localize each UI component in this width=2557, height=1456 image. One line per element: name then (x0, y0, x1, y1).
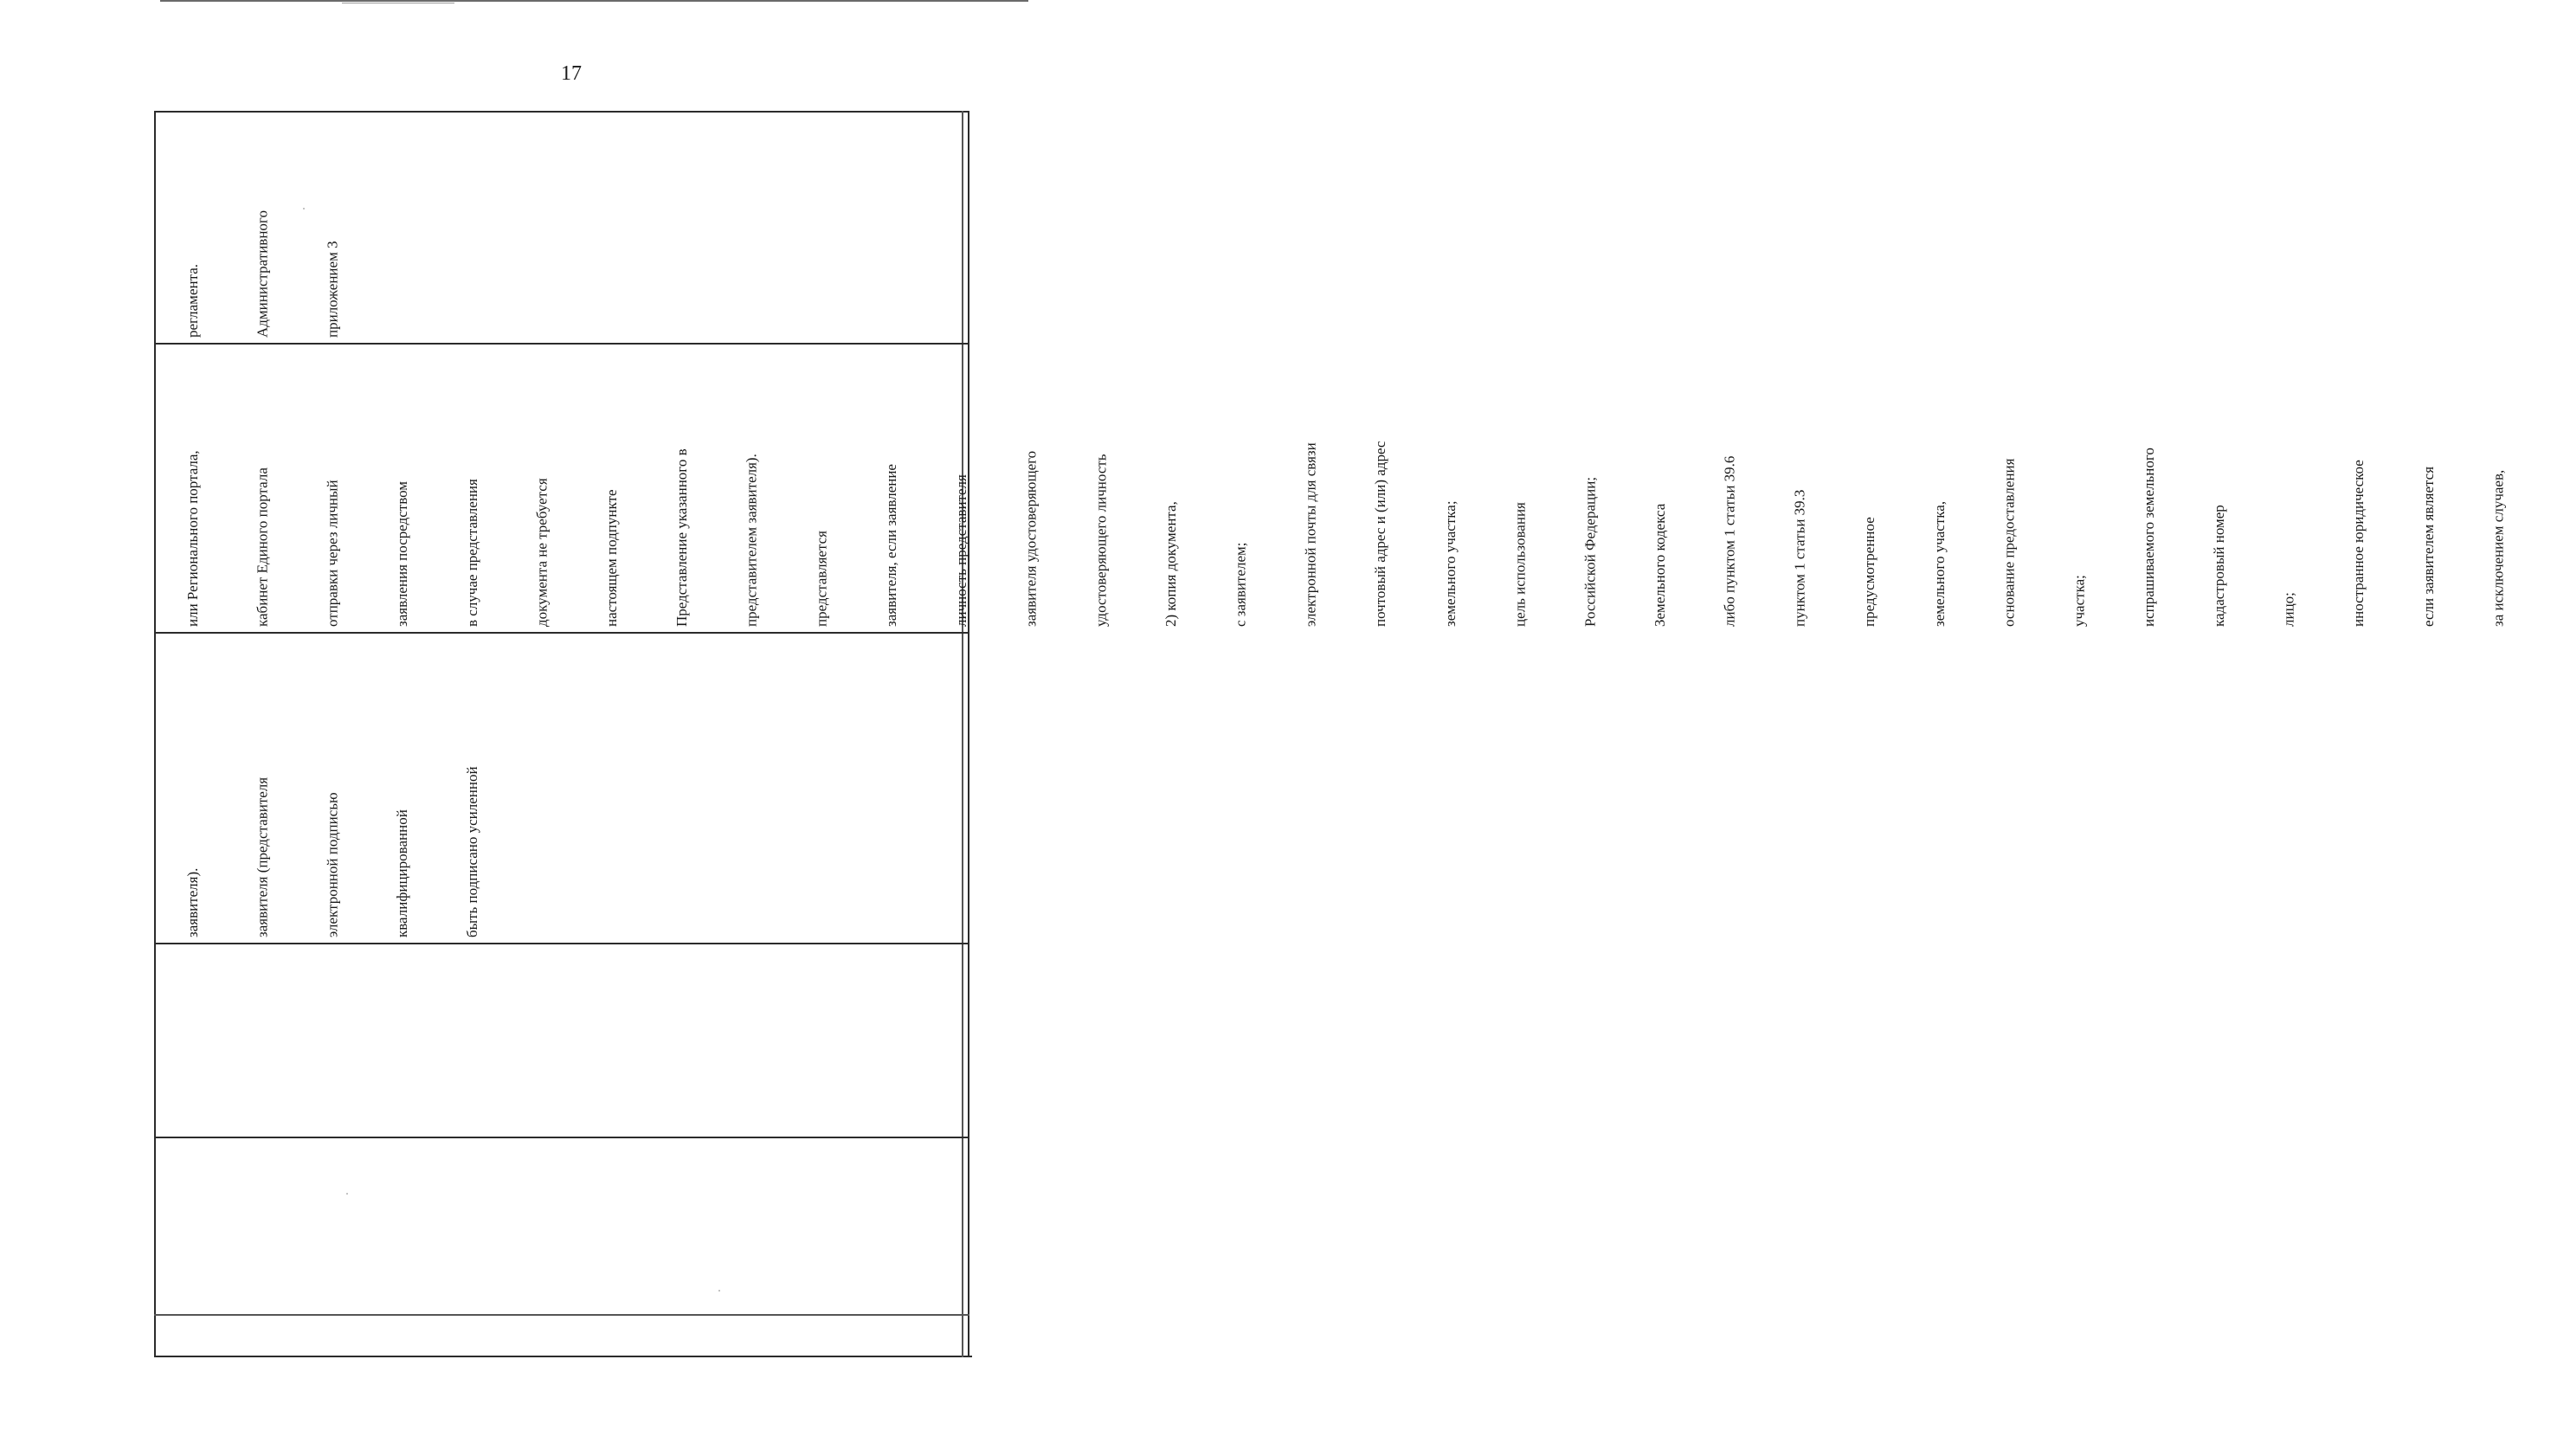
text-line: заявления посредством (394, 480, 411, 627)
table-border-bottom (154, 1356, 972, 1357)
cell-text-column-3 (158, 641, 531, 937)
page-number: 17 (561, 62, 582, 85)
text-line: кадастровый номер (2210, 505, 2227, 627)
text-line: участка; (2071, 575, 2088, 627)
text-line: Земельного кодекса (1652, 503, 1668, 627)
text-line: приложением 3 (324, 241, 341, 338)
text-line: в случае представления (463, 479, 480, 627)
column-divider-2 (154, 632, 969, 634)
text-line: личность представителя (952, 474, 969, 627)
text-line: иностранное юридическое (2350, 460, 2367, 627)
text-line: основание предоставления (2000, 458, 2018, 627)
text-line: лицо; (2280, 592, 2297, 627)
text-line: настоящем подпункте (603, 489, 621, 627)
text-line: отправки через личный (324, 480, 341, 627)
text-line: за исключением случаев, (2489, 469, 2507, 627)
text-line: земельного участка, (1930, 500, 1948, 627)
text-line: представителем заявителя). (743, 454, 760, 627)
column-divider-5 (154, 1314, 969, 1316)
table-border-top (154, 111, 969, 113)
scan-edge-line (160, 0, 1028, 2)
text-line: Представление указанного в (673, 448, 690, 627)
text-line: либо пунктом 1 статьи 39.6 (1721, 455, 1738, 627)
text-line: электронной почты для связи (1302, 442, 1319, 627)
text-line: предусмотренное (1861, 517, 1878, 627)
table-border-left (154, 111, 156, 1357)
text-line: быть подписано усиленной (463, 766, 480, 937)
text-line: с заявителем; (1232, 542, 1249, 627)
column-divider-4 (154, 1137, 969, 1138)
text-line: испрашиваемого земельного (2141, 448, 2158, 627)
text-line: кабинет Единого портала (254, 467, 271, 627)
text-line: документа не требуется (533, 478, 551, 627)
scan-speck (346, 1193, 348, 1195)
text-line: Административного (254, 210, 271, 338)
text-line: заявителя удостоверяющего (1022, 450, 1040, 627)
text-line: квалифицированной (394, 809, 411, 937)
cell-text-column-4 (158, 275, 2557, 627)
text-line: заявителя). (184, 867, 201, 937)
scan-speck (718, 1290, 720, 1292)
text-line: удостоверяющего личность (1092, 454, 1110, 627)
text-line: электронной подписью (324, 792, 341, 937)
text-line: регламента. (184, 263, 201, 338)
column-divider-3 (154, 943, 969, 944)
text-line: или Регионального портала, (184, 450, 201, 627)
text-line: заявителя (представителя (254, 776, 271, 937)
text-line: почтовый адрес и (или) адрес (1372, 441, 1389, 627)
text-line: заявителя, если заявление (883, 464, 900, 627)
text-line: цель использования (1511, 502, 1529, 627)
text-line: пунктом 1 статьи 39.3 (1791, 489, 1808, 627)
text-line: Российской Федерации; (1581, 476, 1599, 627)
text-line: земельного участка; (1441, 500, 1459, 627)
scan-speck (303, 208, 305, 209)
text-line: 2) копия документа, (1162, 501, 1179, 627)
text-line: представляется (813, 531, 830, 627)
text-line: если заявителем является (2419, 466, 2437, 627)
